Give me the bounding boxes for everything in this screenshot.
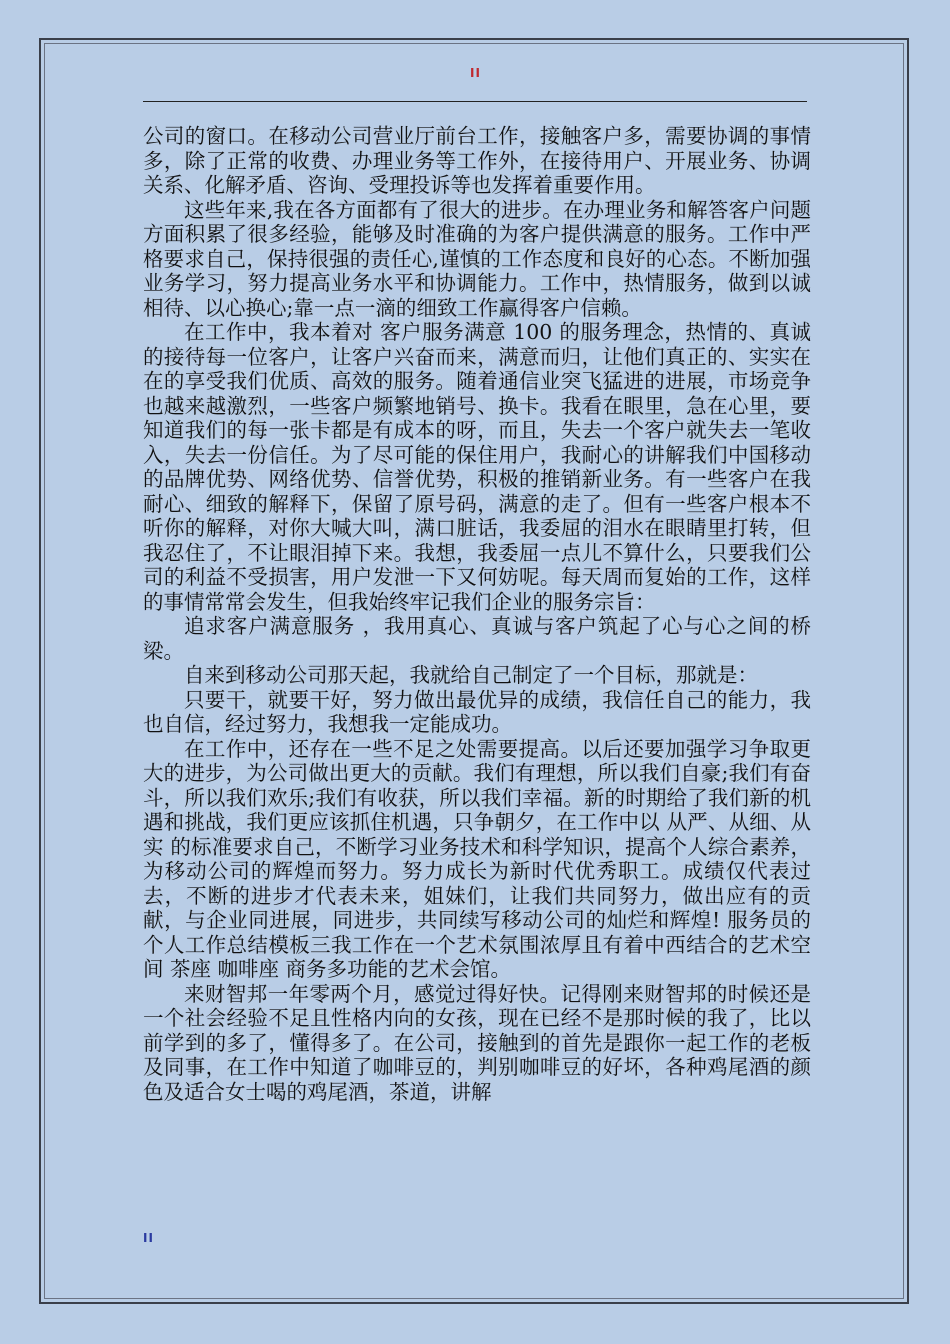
page-footer-mark: II [143, 1231, 154, 1245]
paragraph-7: 在工作中，还存在一些不足之处需要提高。以后还要加强学习争取更大的进步，为公司做出更大的贡献。我们有理想，所以我们自豪;我们有奋斗，所以我们欢乐;我们有收获，所以我们幸福。新的时期给了我们新的机遇和挑战，我们更应该抓住机遇，只争朝夕，在工作中以 从严、从细、从实 的标准要求自己，不断学习业务技术和科学知识，提高个人综合素养，为移动公司的辉煌而努力。努力成长为新时代优秀职工。成绩仅代表过去，不断的进步才代表未来，姐妹们，让我们共同努力，做出应有的贡献，与企业同进展，同进步，共同续写移动公司的灿烂和辉煌! 服务员的个人工作总结模板三我工作在一个艺术氛围浓厚且有着中西结合的艺术空间 茶座 咖啡座 商务多功能的艺术会馆。 [143, 736, 811, 981]
paragraph-2: 这些年来,我在各方面都有了很大的进步。在办理业务和解答客户问题方面积累了很多经验，能够及时准确的为客户提供满意的服务。工作中严格要求自己，保持很强的责任心,谨慎的工作态度和良好的心态。不断加强业务学习，努力提高业务水平和协调能力。工作中，热情服务，做到以诚相待、以心换心;靠一点一滴的细致工作赢得客户信赖。 [143, 197, 811, 320]
paragraph-1: 公司的窗口。在移动公司营业厅前台工作，接触客户多，需要协调的事情多，除了正常的收费、办理业务等工作外，在接待用户、开展业务、协调关系、化解矛盾、咨询、受理投诉等也发挥着重要作用。 [143, 124, 811, 197]
paragraph-8: 来财智邦一年零两个月，感觉过得好快。记得刚来财智邦的时候还是一个社会经验不足且性格内向的女孩，现在已经不是那时候的我了，比以前学到的多了，懂得多了。在公司，接触到的首先是跟你一起工作的老板及同事，在工作中知道了咖啡豆的，判别咖啡豆的好坏，各种鸡尾酒的颜色及适合女士喝的鸡尾酒，茶道，讲解 [143, 981, 811, 1104]
paragraph-4: 追求客户满意服务 ，我用真心、真诚与客户筑起了心与心之间的桥梁。 [143, 614, 811, 663]
paragraph-6: 只要干，就要干好，努力做出最优异的成绩，我信任自己的能力，我也自信，经过努力，我想我一定能成功。 [143, 687, 811, 736]
document-body [143, 124, 811, 1104]
page-header-mark: II [470, 66, 481, 80]
paragraph-5: 自来到移动公司那天起，我就给自己制定了一个目标，那就是： [184, 663, 758, 687]
paragraph-3: 在工作中，我本着对 客户服务满意 100 的服务理念，热情的、真诚的接待每一位客户，让客户兴奋而来，满意而归，让他们真正的、实实在在的享受我们优质、高效的服务。随着通信业突飞猛进的进展，市场竞争也越来越激烈，一些客户频繁地销号、换卡。我看在眼里，急在心里，要知道我们的每一张卡都是有成本的呀，而且，失去一个客户就失去一笔收入，失去一份信任。为了尽可能的保住用户，我耐心的讲解我们中国移动的品牌优势、网络优势、信誉优势，积极的推销新业务。有一些客户在我耐心、细致的解释下，保留了原号码，满意的走了。但有一些客户根本不听你的解释，对你大喊大叫，满口脏话，我委屈的泪水在眼睛里打转，但我忍住了，不让眼泪掉下来。我想，我委屈一点儿不算什么，只要我们公司的利益不受损害，用户发泄一下又何妨呢。每天周而复始的工作，这样的事情常常会发生，但我始终牢记我们企业的服务宗旨： [143, 320, 811, 614]
header-rule [143, 101, 807, 102]
